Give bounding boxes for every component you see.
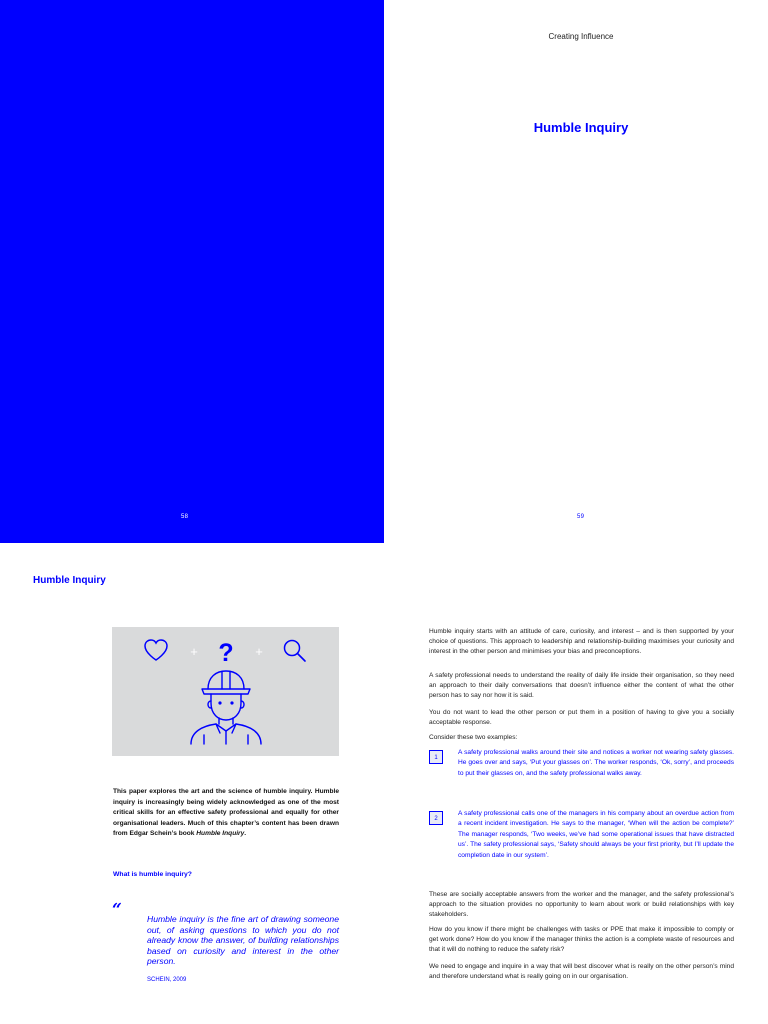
intro-bold-word: paper bbox=[128, 788, 147, 795]
illustration-svg bbox=[112, 627, 339, 756]
magnifier-icon bbox=[285, 641, 306, 662]
body-paragraph-1: Humble inquiry starts with an attitude of care, curiosity, and interest – and is then supported by your choice of questions. This approach to leadership and relationship-building maximises your curiosity and interest in the other person and minimises your bias and preconceptions. bbox=[429, 628, 734, 656]
example-number-badge: 2 bbox=[429, 811, 443, 825]
body-paragraph-7: We need to engage and inquire in a way that will best discover what is really on the other person’s mind and therefore understand what is really going on in our organisation. bbox=[429, 963, 734, 981]
subhead-what-is: What is humble inquiry? bbox=[113, 871, 192, 878]
quote-citation: SCHEIN, 2009 bbox=[147, 977, 187, 983]
intro-text-2: explores the art and the science of humble inquiry. Humble inquiry is increasingly being widely acknowledged as one of the most critical skills for an effective safety professional and equally for other organisational leaders. Much of this chapter’s content has been drawn from Edgar Schein’s book bbox=[113, 788, 340, 838]
intro-text-1: This bbox=[113, 788, 129, 795]
svg-text:+: + bbox=[255, 644, 263, 659]
question-mark-icon bbox=[218, 639, 233, 667]
body-paragraph-6: How do you know if there might be challenges with tasks or PPE that make it impossible to comply or get work done? How do you know if the manager thinks the action is a complete waste of resources and that it will do nothing to reduce the safety risk? bbox=[429, 926, 734, 954]
section-title: Humble Inquiry bbox=[33, 575, 106, 586]
blue-cover-panel bbox=[0, 0, 384, 543]
chapter-title: Humble Inquiry bbox=[533, 120, 629, 135]
body-paragraph-2: A safety professional needs to understand the reality of daily life inside their organisation, so they need an approach to their daily conversations that doesn’t influence either the content of what the other person has to say nor how it is said. bbox=[429, 672, 734, 700]
plus-icon bbox=[190, 644, 198, 659]
book-title: Humble Inquiry bbox=[196, 830, 245, 838]
intro-text-3: . bbox=[244, 830, 247, 838]
illustration-panel bbox=[112, 627, 339, 756]
body-paragraph-3: You do not want to lead the other person or put them in a position of having to give you a socially acceptable response. bbox=[429, 709, 734, 727]
heart-icon bbox=[145, 640, 167, 660]
pull-quote: Humble inquiry is the fine art of drawing someone out, of asking questions to which you do not already know the answer, of building relationships based on curiosity and interest in the other person. bbox=[147, 914, 339, 966]
worker-hardhat-icon bbox=[191, 671, 261, 744]
body-paragraph-5: These are socially acceptable answers from the worker and the manager, and the safety professional’s approach to the situation provides no opportunity to learn about work or build relationships with key stakeholders. bbox=[429, 891, 734, 919]
example-text-1: A safety professional walks around their site and notices a worker not wearing safety glasses. He goes over and says, ‘Put your glasses on’. The worker responds, ‘Ok, sorry’, and proceeds to put their glasses on, and the safety professional walks away. bbox=[458, 749, 734, 777]
running-head: Creating Influence bbox=[548, 32, 614, 41]
quote-mark-icon: “ bbox=[112, 900, 122, 920]
svg-text:+: + bbox=[190, 644, 198, 659]
example-number-badge: 1 bbox=[429, 750, 443, 764]
intro-paragraph bbox=[113, 787, 339, 840]
example-text-2: A safety professional calls one of the managers in his company about an overdue action from a recent incident investigation. He says to the manager, ‘When will the action be complete?’ The manager responds, ‘Two weeks, we’ve had some operational issues that have distracted us’. The safety professional says, ‘Safety should always be your first priority, but I’ll update the completion date in our system’. bbox=[458, 810, 734, 859]
page-number-left: 58 bbox=[181, 514, 189, 520]
body-paragraph-4: Consider these two examples: bbox=[429, 734, 518, 741]
svg-text:?: ? bbox=[218, 639, 234, 667]
page-number-right: 59 bbox=[577, 514, 585, 520]
plus-icon bbox=[255, 644, 263, 659]
